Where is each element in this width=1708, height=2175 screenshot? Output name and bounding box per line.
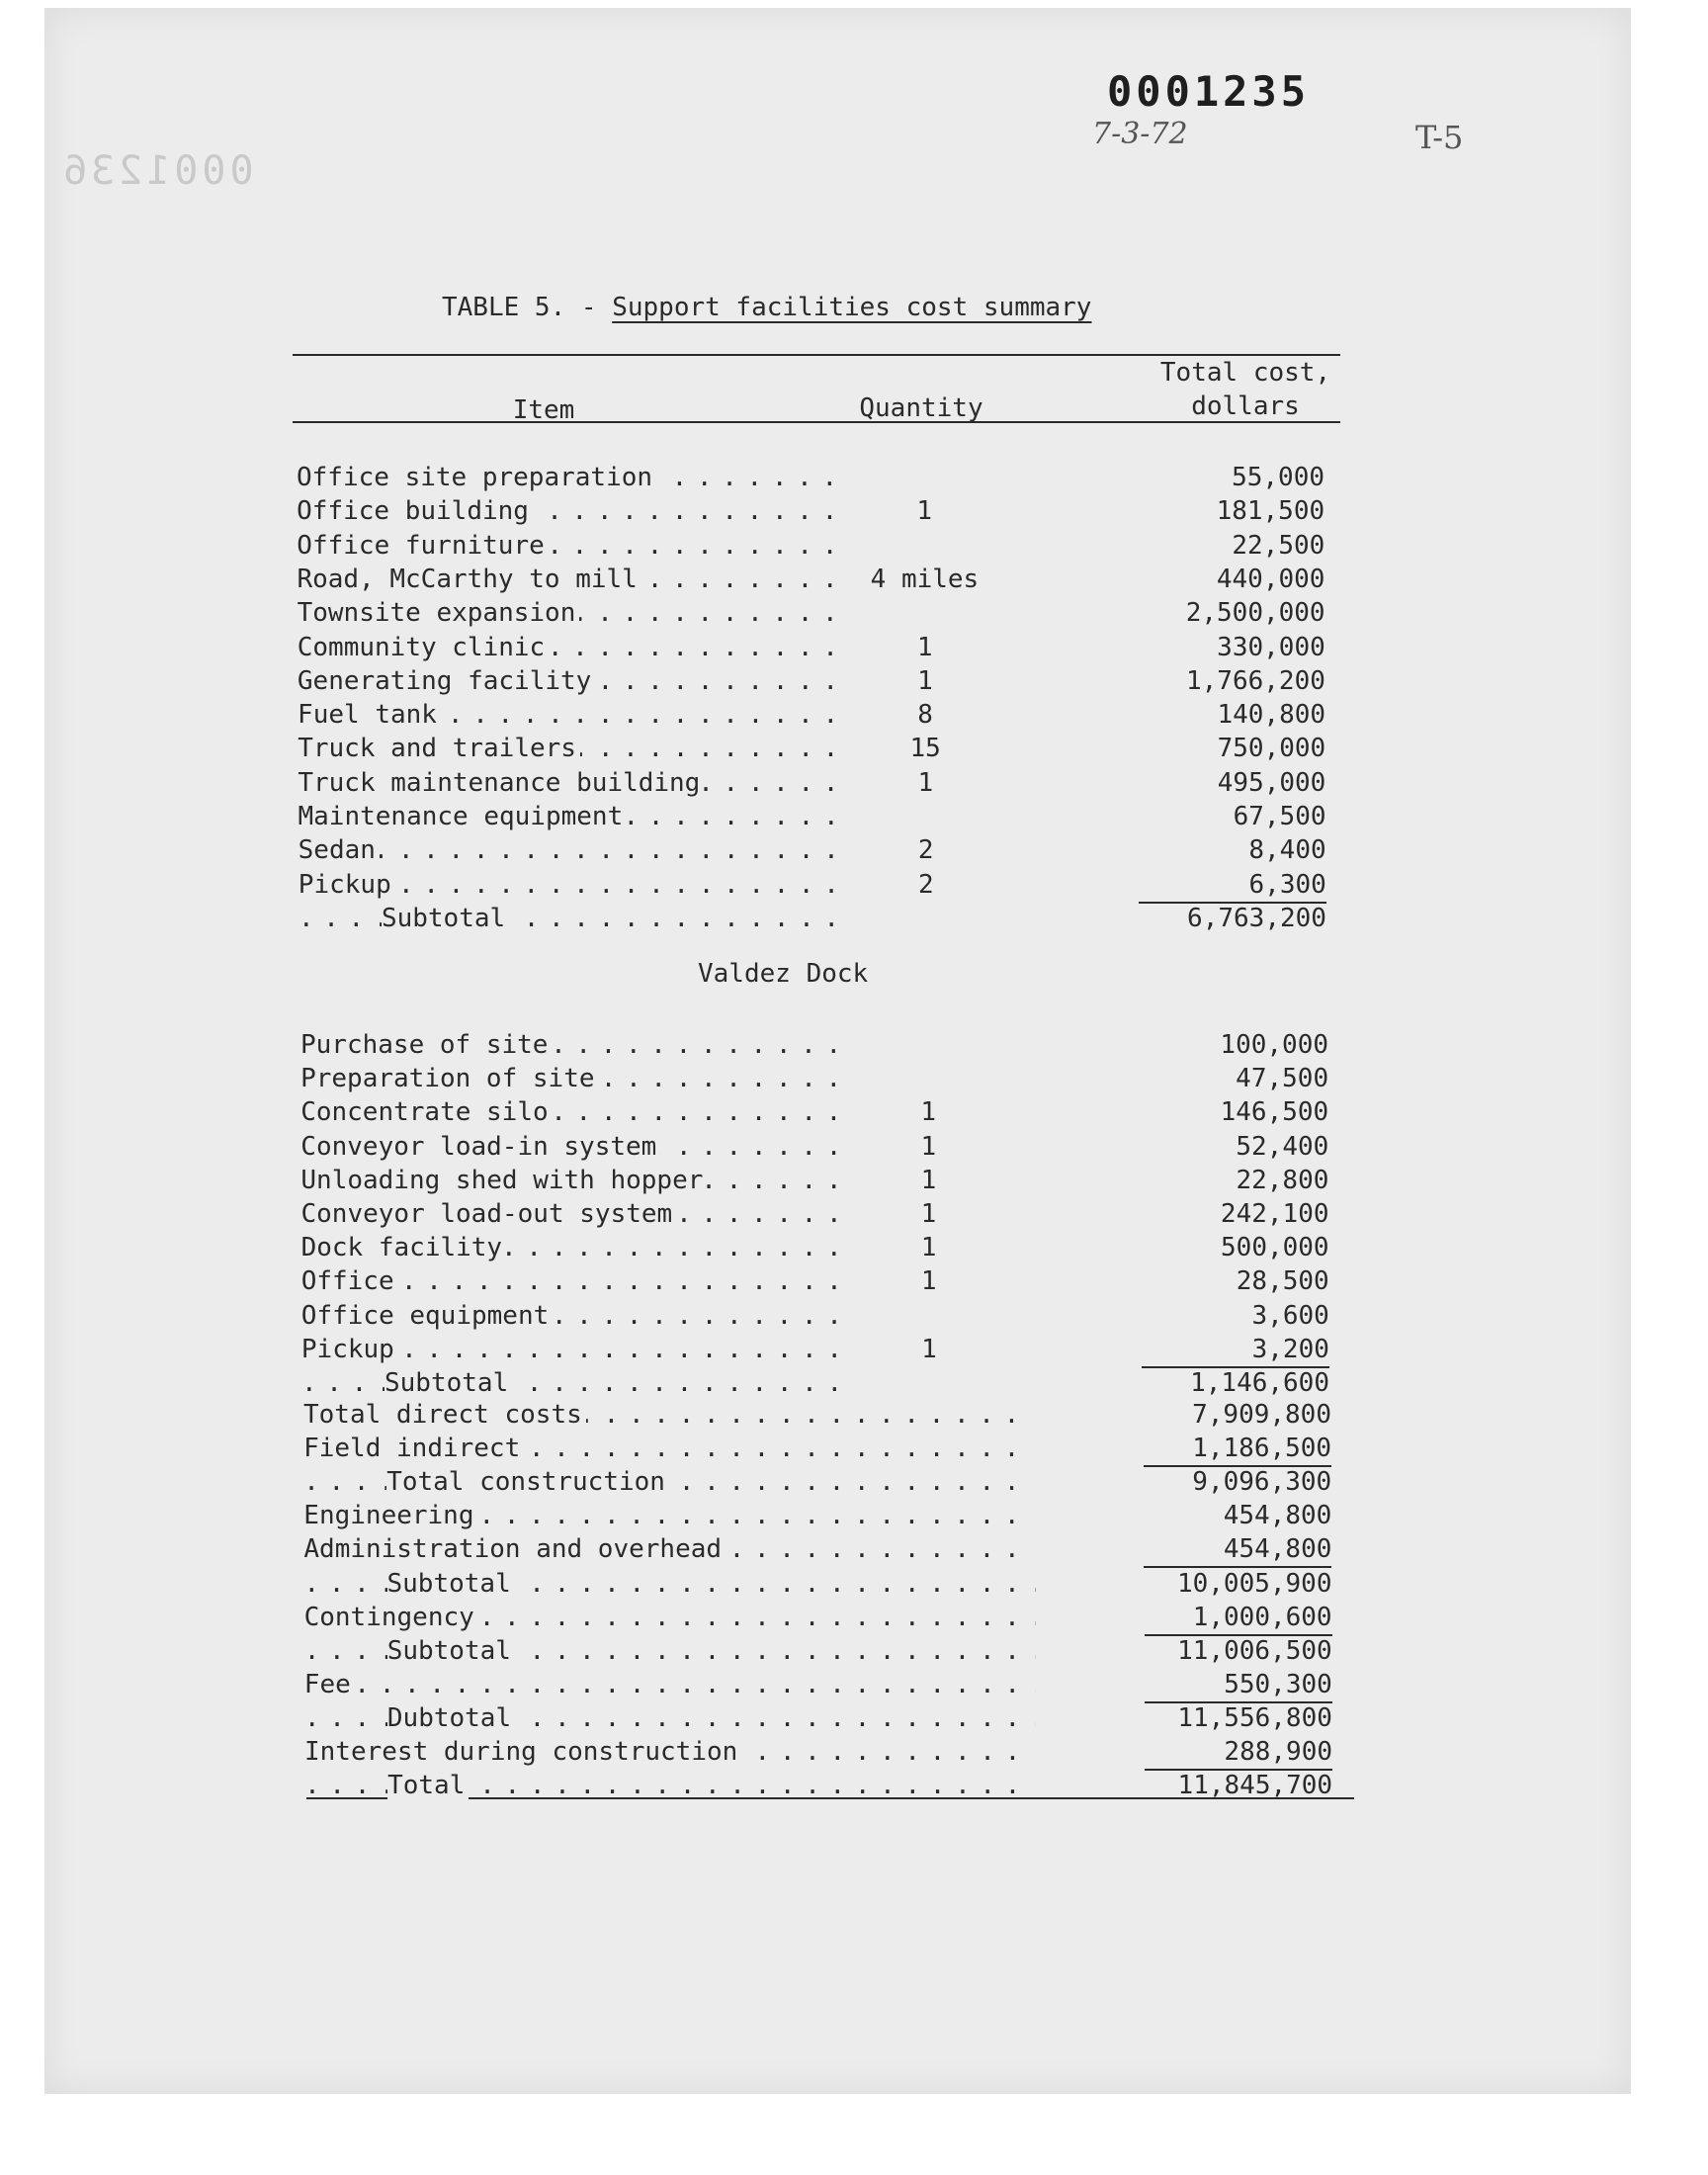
header-item: Item bbox=[512, 395, 575, 425]
row-item-label: Office furniture bbox=[297, 531, 548, 561]
row-cost: 7,909,800 bbox=[1192, 1400, 1331, 1430]
table-row bbox=[299, 800, 1346, 833]
row-cost: 10,005,900 bbox=[1176, 1568, 1332, 1599]
row-item bbox=[298, 631, 851, 664]
row-item bbox=[303, 1532, 1035, 1566]
row-item-label: Subtotal bbox=[387, 1636, 515, 1666]
row-item-label: Total construction bbox=[386, 1467, 669, 1497]
row-item bbox=[304, 1668, 1036, 1701]
row-cost: 11,845,700 bbox=[1177, 1771, 1333, 1801]
row-item-label: Truck and trailers bbox=[298, 734, 580, 763]
table-row bbox=[301, 1333, 1349, 1366]
row-cost: 550,300 bbox=[1145, 1668, 1332, 1703]
row-item bbox=[303, 1432, 1035, 1465]
header-cost-line2: dollars bbox=[1191, 392, 1300, 421]
row-item bbox=[298, 698, 851, 732]
row-item bbox=[300, 1062, 854, 1095]
row-item-label: Dubtotal bbox=[387, 1703, 515, 1733]
row-item-label: Pickup bbox=[301, 1335, 398, 1364]
table-row bbox=[297, 529, 1344, 563]
row-item bbox=[304, 1634, 1036, 1668]
row-quantity: 2 bbox=[917, 869, 934, 900]
row-cost: 500,000 bbox=[1221, 1233, 1329, 1263]
table-row bbox=[298, 698, 1345, 732]
table-row bbox=[304, 1634, 1352, 1668]
table-row bbox=[303, 1465, 1351, 1499]
table-row bbox=[300, 1062, 1348, 1095]
table-row bbox=[299, 902, 1346, 935]
row-item-label: Office site preparation bbox=[297, 463, 656, 492]
row-item bbox=[301, 1299, 855, 1333]
row-cost: 750,000 bbox=[1217, 734, 1326, 764]
row-item-label: Concentrate silo bbox=[300, 1097, 552, 1127]
table-row bbox=[297, 461, 1344, 494]
row-item-label: Fee bbox=[304, 1670, 355, 1699]
row-item-label: Total direct costs bbox=[303, 1400, 586, 1430]
row-item bbox=[299, 902, 852, 935]
row-quantity: 1 bbox=[920, 1097, 937, 1128]
row-cost: 242,100 bbox=[1220, 1199, 1329, 1229]
table-row bbox=[300, 1028, 1348, 1062]
section-title-valdez-dock: Valdez Dock bbox=[698, 959, 869, 989]
header-total-cost bbox=[1147, 356, 1344, 423]
row-item-label: Conveyor load-in system bbox=[300, 1132, 660, 1162]
table-row bbox=[301, 1231, 1349, 1264]
row-quantity: 1 bbox=[917, 665, 933, 696]
row-cost: 330,000 bbox=[1217, 632, 1325, 662]
table-row bbox=[303, 1499, 1351, 1532]
row-item bbox=[303, 1499, 1035, 1532]
row-cost: 1,000,600 bbox=[1145, 1601, 1332, 1636]
row-cost: 1,766,200 bbox=[1186, 665, 1325, 696]
row-item-label: Administration and overhead bbox=[303, 1534, 726, 1564]
row-cost: 146,500 bbox=[1220, 1097, 1329, 1128]
row-quantity: 1 bbox=[920, 1199, 937, 1229]
row-item bbox=[301, 1333, 855, 1366]
row-cost: 11,556,800 bbox=[1177, 1702, 1332, 1733]
row-cost: 1,146,600 bbox=[1190, 1368, 1329, 1398]
row-cost: 28,500 bbox=[1236, 1266, 1329, 1297]
row-item bbox=[299, 800, 852, 833]
row-item bbox=[298, 732, 851, 765]
row-quantity: 1 bbox=[920, 1165, 937, 1195]
row-item-label: Subtotal bbox=[387, 1569, 515, 1599]
row-quantity: 8 bbox=[917, 700, 933, 731]
table-row bbox=[299, 868, 1346, 902]
table-row bbox=[298, 631, 1345, 664]
row-item bbox=[304, 1735, 1036, 1769]
row-cost: 22,800 bbox=[1236, 1165, 1329, 1195]
header-quantity: Quantity bbox=[859, 393, 983, 423]
row-cost: 1,186,500 bbox=[1144, 1432, 1331, 1467]
row-item-label: Total bbox=[387, 1771, 469, 1800]
table-row bbox=[297, 494, 1344, 528]
row-cost: 440,000 bbox=[1216, 564, 1325, 594]
table-row bbox=[301, 1197, 1349, 1231]
row-cost: 47,500 bbox=[1236, 1064, 1329, 1094]
table-row bbox=[299, 833, 1346, 867]
table-row bbox=[301, 1299, 1349, 1333]
table-row bbox=[300, 1130, 1348, 1164]
row-item bbox=[301, 1366, 855, 1400]
row-cost: 52,400 bbox=[1236, 1131, 1329, 1162]
row-item bbox=[298, 596, 851, 630]
table-row bbox=[298, 596, 1345, 630]
table-header-rule bbox=[293, 421, 1340, 423]
row-cost: 3,200 bbox=[1142, 1333, 1329, 1368]
row-item-label: Subtotal bbox=[384, 1368, 512, 1398]
handwritten-date: 7-3-72 bbox=[1092, 117, 1188, 151]
row-item-label: Preparation of site bbox=[300, 1064, 598, 1093]
row-cost: 6,300 bbox=[1139, 868, 1326, 904]
row-item-label: Dock facility bbox=[301, 1233, 507, 1262]
handwritten-page-number: T-5 bbox=[1415, 119, 1464, 156]
row-cost: 2,500,000 bbox=[1185, 598, 1325, 629]
table-row bbox=[298, 732, 1345, 765]
row-item bbox=[301, 1231, 855, 1264]
row-quantity: 1 bbox=[921, 1334, 937, 1364]
row-item-label: Maintenance equipment bbox=[299, 802, 628, 831]
table-row bbox=[303, 1532, 1351, 1566]
row-item-label: Subtotal bbox=[382, 904, 509, 933]
table-row bbox=[304, 1668, 1352, 1701]
row-item-label: Generating facility bbox=[298, 666, 595, 696]
table-row bbox=[303, 1432, 1351, 1465]
row-item-label: Unloading shed with hopper bbox=[300, 1166, 707, 1195]
row-cost: 495,000 bbox=[1217, 767, 1326, 798]
row-cost: 8,400 bbox=[1248, 835, 1326, 866]
table-row bbox=[297, 563, 1344, 596]
row-item-label: Townsite expansion bbox=[298, 598, 580, 628]
row-item-label: Pickup bbox=[299, 870, 395, 900]
row-item bbox=[303, 1398, 1035, 1432]
row-quantity: 2 bbox=[917, 835, 934, 866]
row-item bbox=[297, 529, 850, 563]
table-row bbox=[304, 1701, 1352, 1735]
row-cost: 288,900 bbox=[1145, 1735, 1332, 1771]
row-item bbox=[303, 1465, 1035, 1499]
row-cost: 11,006,500 bbox=[1177, 1635, 1332, 1666]
table-row bbox=[304, 1567, 1352, 1601]
row-quantity: 1 bbox=[917, 767, 934, 798]
row-item-label: Conveyor load-out system bbox=[301, 1199, 677, 1229]
row-item bbox=[297, 461, 850, 494]
row-quantity: 1 bbox=[916, 632, 933, 662]
row-item bbox=[301, 1264, 855, 1298]
row-item-label: Engineering bbox=[303, 1501, 477, 1530]
scan-margin bbox=[0, 2096, 1708, 2175]
row-cost: 181,500 bbox=[1216, 496, 1325, 527]
row-item-label: Purchase of site bbox=[300, 1030, 552, 1060]
row-item-label: Office bbox=[301, 1266, 398, 1296]
header-cost-line1: Total cost, bbox=[1159, 358, 1331, 388]
row-item-label: Community clinic bbox=[298, 633, 549, 662]
row-item bbox=[297, 563, 850, 596]
table-row bbox=[300, 1095, 1348, 1129]
row-cost: 454,800 bbox=[1144, 1532, 1331, 1568]
row-quantity: 1 bbox=[920, 1233, 937, 1263]
document-number-stamp: 0001235 bbox=[1107, 67, 1311, 116]
row-item-label: Field indirect bbox=[303, 1434, 524, 1463]
row-item bbox=[300, 1130, 854, 1164]
table-row bbox=[301, 1366, 1349, 1400]
row-item bbox=[301, 1197, 855, 1231]
row-item-label: Contingency bbox=[304, 1603, 478, 1632]
row-cost: 100,000 bbox=[1220, 1030, 1328, 1060]
row-quantity: 1 bbox=[920, 1266, 937, 1297]
row-item-label: Sedan bbox=[299, 835, 380, 865]
bleedthrough-number: 0001236 bbox=[59, 148, 254, 194]
row-cost: 454,800 bbox=[1223, 1501, 1332, 1531]
row-cost: 67,500 bbox=[1233, 802, 1326, 831]
row-item-label: Office equipment bbox=[301, 1301, 553, 1331]
table-title-text: Support facilities cost summary bbox=[612, 293, 1092, 322]
row-item bbox=[300, 1028, 854, 1062]
row-cost: 6,763,200 bbox=[1187, 903, 1326, 933]
table-title-prefix: TABLE 5. - bbox=[442, 293, 597, 322]
row-cost: 3,600 bbox=[1251, 1300, 1329, 1331]
table-row bbox=[298, 664, 1345, 698]
row-item bbox=[299, 868, 852, 902]
row-cost: 22,500 bbox=[1232, 530, 1325, 561]
row-item bbox=[304, 1601, 1036, 1634]
row-quantity: 1 bbox=[920, 1131, 937, 1162]
table-row bbox=[298, 766, 1345, 800]
row-cost: 55,000 bbox=[1232, 463, 1324, 492]
row-item-label: Truck maintenance building bbox=[298, 768, 704, 798]
row-item bbox=[297, 494, 850, 528]
row-cost: 140,800 bbox=[1217, 700, 1326, 731]
row-item bbox=[299, 833, 852, 867]
row-item-label: Road, McCarthy to mill bbox=[297, 565, 640, 594]
row-item-label: Interest during construction bbox=[304, 1737, 741, 1767]
table-title bbox=[442, 293, 1091, 322]
row-quantity: 1 bbox=[916, 496, 932, 527]
row-item-label: Office building bbox=[297, 496, 533, 526]
row-item bbox=[300, 1095, 854, 1129]
row-item bbox=[300, 1164, 854, 1197]
table-row bbox=[300, 1164, 1348, 1197]
row-item-label: Fuel tank bbox=[298, 700, 441, 730]
row-item bbox=[298, 766, 851, 800]
table-row bbox=[304, 1601, 1352, 1634]
table-row bbox=[301, 1264, 1349, 1298]
row-quantity: 4 miles bbox=[870, 564, 980, 594]
row-item bbox=[304, 1567, 1036, 1601]
row-item bbox=[298, 664, 851, 698]
table-row bbox=[304, 1735, 1352, 1769]
row-cost: 9,096,300 bbox=[1192, 1467, 1332, 1498]
row-quantity: 15 bbox=[909, 734, 941, 764]
row-item bbox=[304, 1701, 1036, 1735]
table-row bbox=[303, 1398, 1351, 1432]
